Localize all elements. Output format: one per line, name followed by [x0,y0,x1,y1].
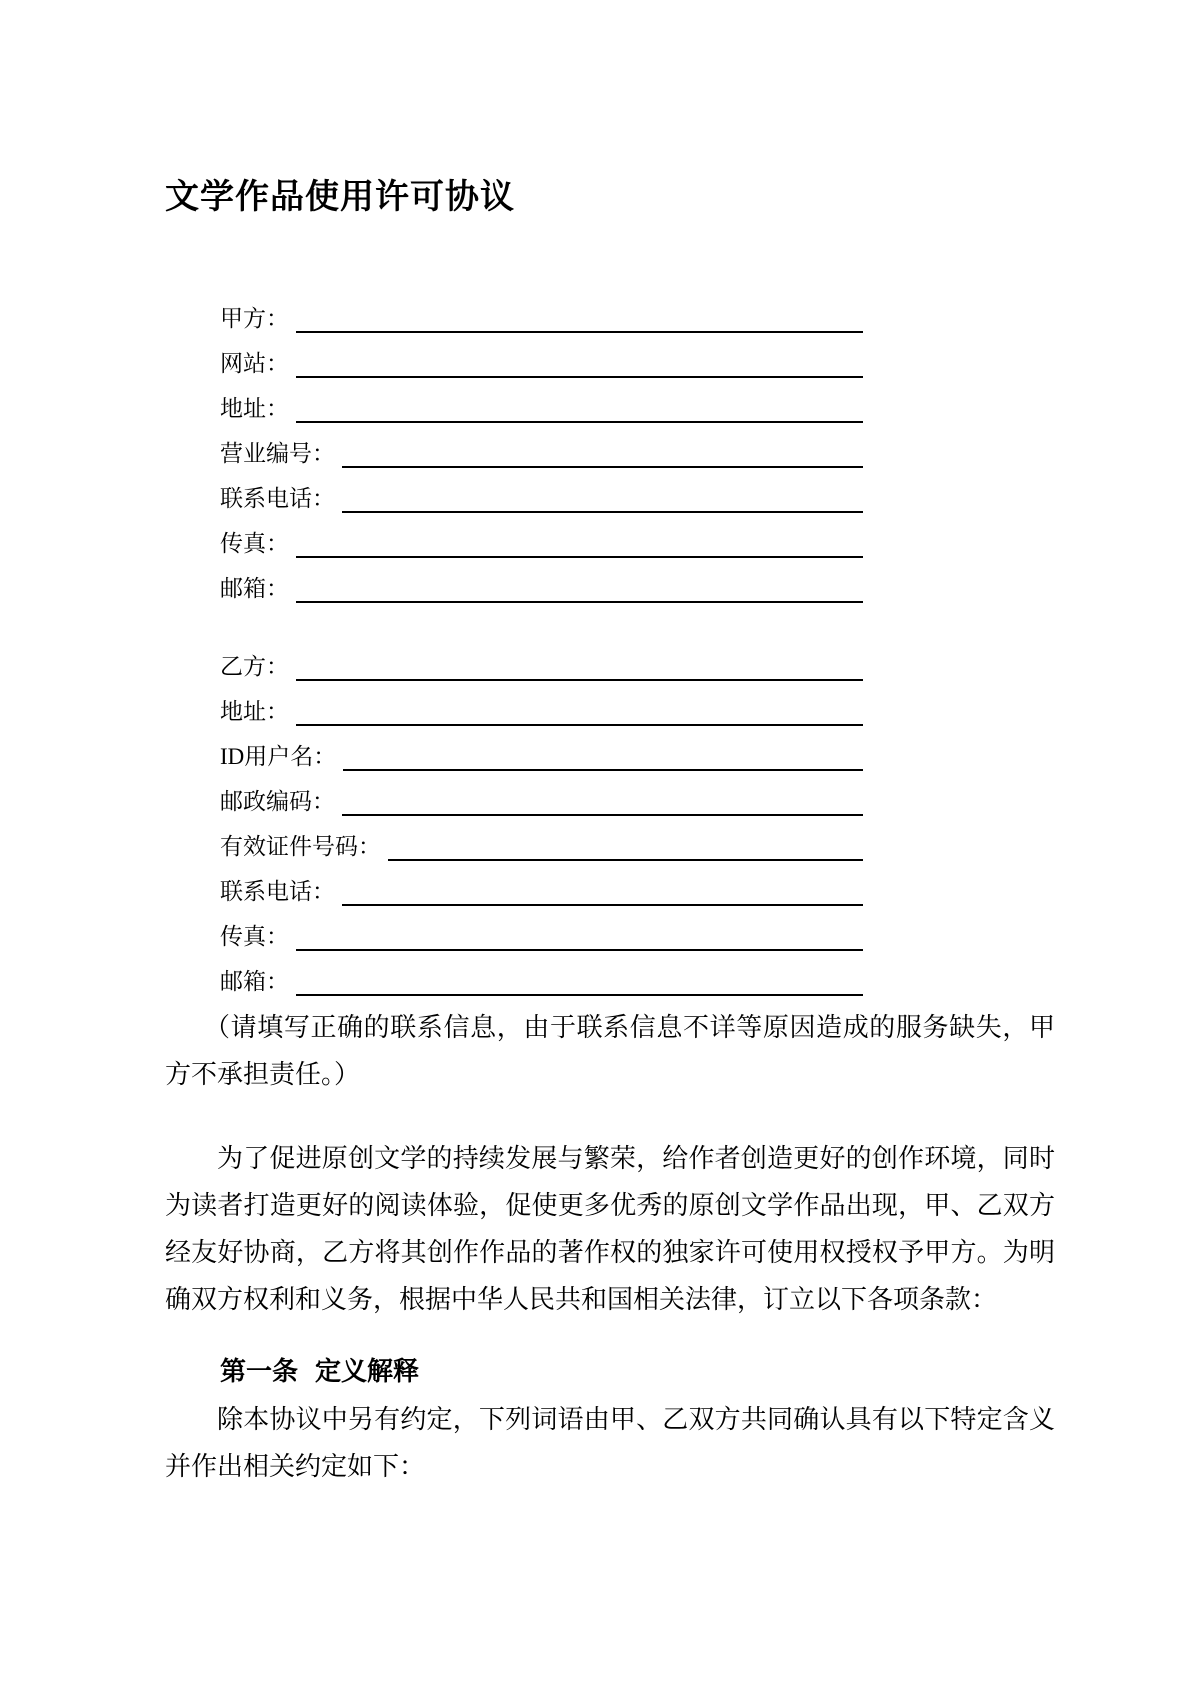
field-label-party-b-id-number: 有效证件号码： [220,834,381,859]
field-label-party-a-address: 地址： [220,396,289,421]
blank-underline [342,878,863,906]
field-label-party-b-phone: 联系电话： [220,879,335,904]
field-row-party-a-website [165,333,863,378]
field-row-party-b-phone [165,861,863,906]
field-label-party-a-email: 邮箱： [220,576,289,601]
blank-underline [388,833,863,861]
field-label-party-b-email: 邮箱： [220,969,289,994]
blank-underline [296,530,863,558]
field-row-party-a-business-number [165,423,863,468]
document-content [165,0,1055,1490]
blank-underline [342,788,863,816]
article-1-intro-paragraph: 除本协议中另有约定，下列词语由甲、乙双方共同确认具有以下特定含义并作出相关约定如下： [165,1405,1055,1481]
blank-underline [296,968,863,996]
field-row-party-b-postal-code [165,771,863,816]
field-row-party-b-address [165,681,863,726]
field-label-party-a-fax: 传真： [220,531,289,556]
blank-underline [343,743,863,771]
field-label-party-b-name: 乙方： [220,654,289,679]
party-a-fields-section [165,288,1055,603]
field-row-party-a-address [165,378,863,423]
party-b-fields-section [165,636,1055,996]
field-label-party-b-fax: 传真： [220,924,289,949]
field-label-party-b-address: 地址： [220,699,289,724]
field-row-party-a-phone [165,468,863,513]
blank-underline [296,305,863,333]
article-1-heading: 第一条 定义解释 [220,1357,420,1387]
field-label-party-b-id-username: ID用户名： [220,744,337,769]
blank-underline [296,653,863,681]
field-row-party-a-name [165,288,863,333]
blank-underline [342,440,863,468]
blank-underline [296,350,863,378]
field-row-party-b-id-number [165,816,863,861]
blank-underline [342,485,863,513]
field-label-party-a-phone: 联系电话： [220,486,335,511]
contact-info-note: （请填写正确的联系信息，由于联系信息不详等原因造成的服务缺失，甲方不承担责任。） [165,1013,1055,1089]
field-label-party-a-business-number: 营业编号： [220,441,335,466]
field-row-party-b-name [165,636,863,681]
field-row-party-a-email [165,558,863,603]
field-label-party-a-name: 甲方： [220,306,289,331]
blank-underline [296,395,863,423]
field-row-party-b-id-username [165,726,863,771]
document-title: 文学作品使用许可协议 [165,177,515,217]
preamble-paragraph: 为了促进原创文学的持续发展与繁荣，给作者创造更好的创作环境，同时为读者打造更好的阅读体验，促使更多优秀的原创文学作品出现，甲、乙双方经友好协商，乙方将其创作作品的著作权的独家许可使用权授权予甲方。为明确双方权利和义务，根据中华人民共和国相关法律，订立以下各项条款： [165,1144,1055,1314]
field-row-party-b-email [165,951,863,996]
blank-underline [296,923,863,951]
field-row-party-b-fax [165,906,863,951]
field-label-party-b-postal-code: 邮政编码： [220,789,335,814]
field-row-party-a-fax [165,513,863,558]
blank-underline [296,698,863,726]
field-label-party-a-website: 网站： [220,351,289,376]
blank-underline [296,575,863,603]
